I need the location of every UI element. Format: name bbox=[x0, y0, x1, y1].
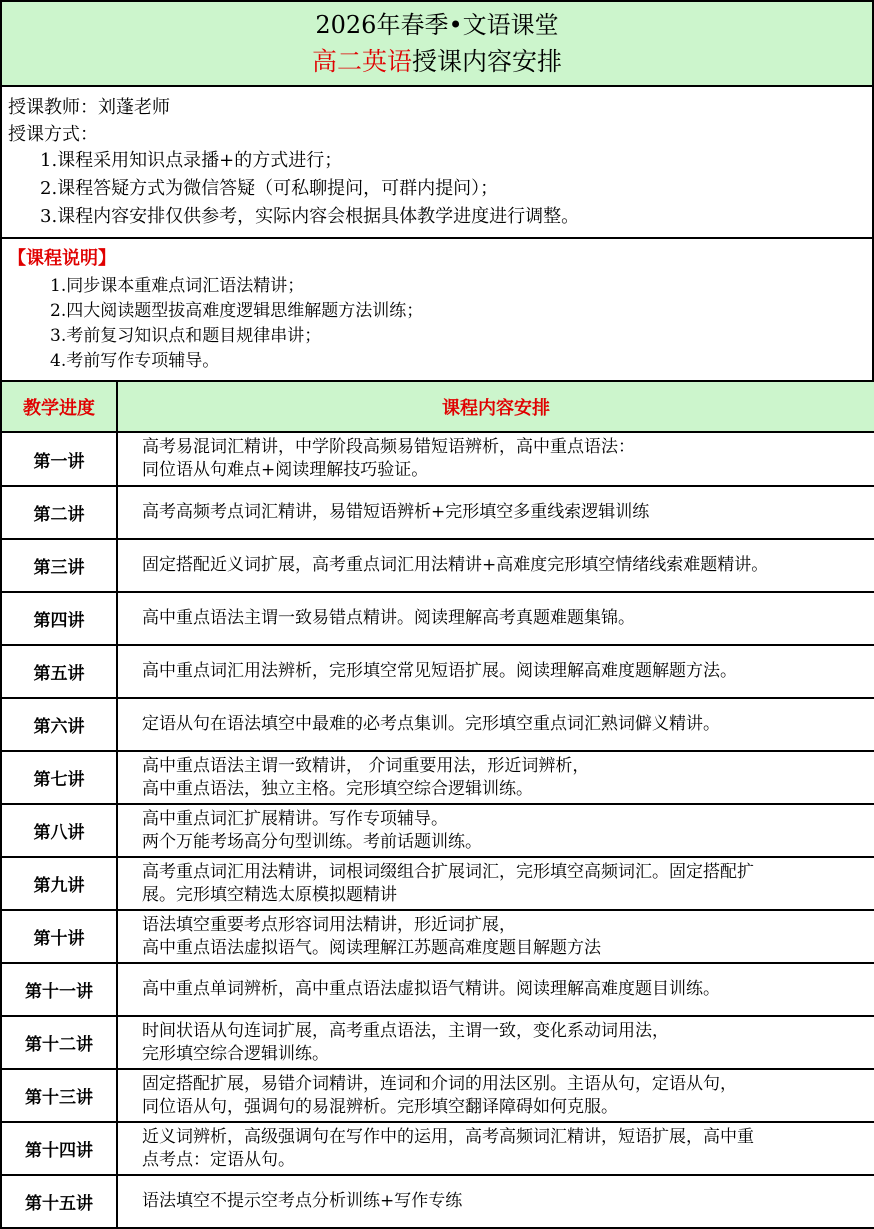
lecture-label: 第二讲 bbox=[1, 486, 117, 539]
content-line: 展。完形填空精选太原模拟题精讲 bbox=[142, 884, 397, 905]
content-line: 高中重点单词辨析，高中重点语法虚拟语气精讲。阅读理解高难度题目训练。 bbox=[142, 979, 720, 999]
title-line-2 bbox=[2, 45, 872, 79]
table-row bbox=[1, 804, 874, 857]
lecture-label: 第十讲 bbox=[1, 910, 117, 963]
content-line: 语法填空不提示空考点分析训练+写作专练 bbox=[142, 1191, 463, 1211]
teacher-line: 授课教师：刘蓬老师 bbox=[8, 97, 170, 118]
lecture-content bbox=[117, 1175, 874, 1228]
description-item: 3.考前复习知识点和题目规律串讲； bbox=[50, 326, 322, 346]
lecture-content bbox=[117, 432, 874, 486]
table-row bbox=[1, 910, 874, 963]
description-item: 2.四大阅读题型拔高难度逻辑思维解题方法训练； bbox=[50, 301, 424, 321]
content-line: 固定搭配扩展，易错介词精讲，连词和介词的用法区别。主语从句，定语从句， bbox=[142, 1073, 737, 1094]
content-line: 语法填空重要考点形容词用法精讲，形近词扩展， bbox=[142, 914, 516, 935]
content-line: 完形填空综合逻辑训练。 bbox=[142, 1043, 329, 1064]
course-description bbox=[0, 237, 874, 380]
content-line: 高中重点语法主谓一致易错点精讲。阅读理解高考真题难题集锦。 bbox=[142, 608, 635, 628]
content-line: 固定搭配近义词扩展，高考重点词汇用法精讲+高难度完形填空情绪线索难题精讲。 bbox=[142, 555, 769, 575]
column-header-content: 课程内容安排 bbox=[117, 381, 874, 432]
content-line: 点考点：定语从句。 bbox=[142, 1149, 295, 1170]
title-line-1: 2026年春季•文语课堂 bbox=[315, 11, 559, 39]
lecture-content bbox=[117, 698, 874, 751]
content-line: 定语从句在语法填空中最难的必考点集训。完形填空重点词汇熟词僻义精讲。 bbox=[142, 714, 720, 734]
lecture-label: 第十五讲 bbox=[1, 1175, 117, 1228]
content-line: 同位语从句，强调句的易混辨析。完形填空翻译障碍如何克服。 bbox=[142, 1096, 618, 1117]
content-line: 时间状语从句连词扩展，高考重点语法，主谓一致，变化系动词用法， bbox=[142, 1020, 669, 1041]
description-item: 1.同步课本重难点词汇语法精讲； bbox=[50, 276, 305, 296]
lecture-label: 第九讲 bbox=[1, 857, 117, 910]
method-item: 2.课程答疑方式为微信答疑（可私聊提问，可群内提问）； bbox=[40, 178, 499, 199]
table-row bbox=[1, 963, 874, 1016]
lecture-label: 第十一讲 bbox=[1, 963, 117, 1016]
subject-label: 高二英语 bbox=[311, 47, 412, 76]
description-heading: 【课程说明】 bbox=[8, 248, 116, 269]
lecture-label: 第六讲 bbox=[1, 698, 117, 751]
content-line: 高考易混词汇精讲，中学阶段高频易错短语辨析，高中重点语法： bbox=[142, 437, 635, 457]
lecture-content bbox=[117, 486, 874, 539]
description-item: 4.考前写作专项辅导。 bbox=[50, 351, 220, 371]
lecture-content bbox=[117, 592, 874, 645]
lecture-label: 第一讲 bbox=[1, 432, 117, 486]
lecture-label: 第十四讲 bbox=[1, 1122, 117, 1175]
lecture-content bbox=[117, 539, 874, 592]
lecture-label: 第八讲 bbox=[1, 804, 117, 857]
lecture-content bbox=[117, 1069, 874, 1122]
content-line: 高考重点词汇用法精讲，词根词缀组合扩展词汇，完形填空高频词汇。固定搭配扩 bbox=[142, 861, 754, 882]
lecture-content bbox=[117, 1122, 874, 1175]
lecture-label: 第七讲 bbox=[1, 751, 117, 804]
method-item: 3.课程内容安排仅供参考，实际内容会根据具体教学进度进行调整。 bbox=[40, 206, 580, 227]
title-banner bbox=[0, 0, 874, 87]
method-label: 授课方式： bbox=[8, 124, 98, 145]
lecture-content bbox=[117, 645, 874, 698]
title-line-2-rest: 授课内容安排 bbox=[412, 47, 563, 76]
lecture-content bbox=[117, 1016, 874, 1069]
content-line: 高中重点词汇扩展精讲。写作专项辅导。 bbox=[142, 808, 448, 829]
lecture-content bbox=[117, 910, 874, 963]
lecture-content bbox=[117, 857, 874, 910]
teaching-info bbox=[0, 85, 874, 239]
lecture-content bbox=[117, 751, 874, 804]
table-row bbox=[1, 698, 874, 751]
content-line: 同位语从句难点+阅读理解技巧验证。 bbox=[142, 460, 429, 480]
content-line: 高中重点词汇用法辨析，完形填空常见短语扩展。阅读理解高难度题解题方法。 bbox=[142, 661, 737, 681]
table-header-row bbox=[1, 381, 874, 432]
table-row bbox=[1, 857, 874, 910]
table-row bbox=[1, 645, 874, 698]
lecture-label: 第十二讲 bbox=[1, 1016, 117, 1069]
lecture-content bbox=[117, 963, 874, 1016]
content-line: 高中重点语法，独立主格。完形填空综合逻辑训练。 bbox=[142, 778, 533, 799]
lecture-content bbox=[117, 804, 874, 857]
content-line: 高考高频考点词汇精讲，易错短语辨析+完形填空多重线索逻辑训练 bbox=[142, 502, 650, 522]
lecture-label: 第十三讲 bbox=[1, 1069, 117, 1122]
content-line: 高中重点语法虚拟语气。阅读理解江苏题高难度题目解题方法 bbox=[142, 937, 601, 958]
content-line: 两个万能考场高分句型训练。考前话题训练。 bbox=[142, 831, 482, 852]
schedule-table bbox=[0, 380, 874, 1229]
table-row bbox=[1, 432, 874, 486]
table-row bbox=[1, 1122, 874, 1175]
table-row bbox=[1, 1175, 874, 1228]
method-item: 1.课程采用知识点录播+的方式进行； bbox=[40, 150, 343, 171]
table-row bbox=[1, 592, 874, 645]
table-row bbox=[1, 1016, 874, 1069]
content-line: 近义词辨析，高级强调句在写作中的运用，高考高频词汇精讲，短语扩展，高中重 bbox=[142, 1126, 754, 1147]
lecture-label: 第五讲 bbox=[1, 645, 117, 698]
column-header-progress: 教学进度 bbox=[1, 381, 117, 432]
content-line: 高中重点语法主谓一致精讲， 介词重要用法，形近词辨析， bbox=[142, 755, 590, 776]
table-row bbox=[1, 1069, 874, 1122]
table-row bbox=[1, 751, 874, 804]
table-row bbox=[1, 539, 874, 592]
table-row bbox=[1, 486, 874, 539]
lecture-label: 第三讲 bbox=[1, 539, 117, 592]
lecture-label: 第四讲 bbox=[1, 592, 117, 645]
